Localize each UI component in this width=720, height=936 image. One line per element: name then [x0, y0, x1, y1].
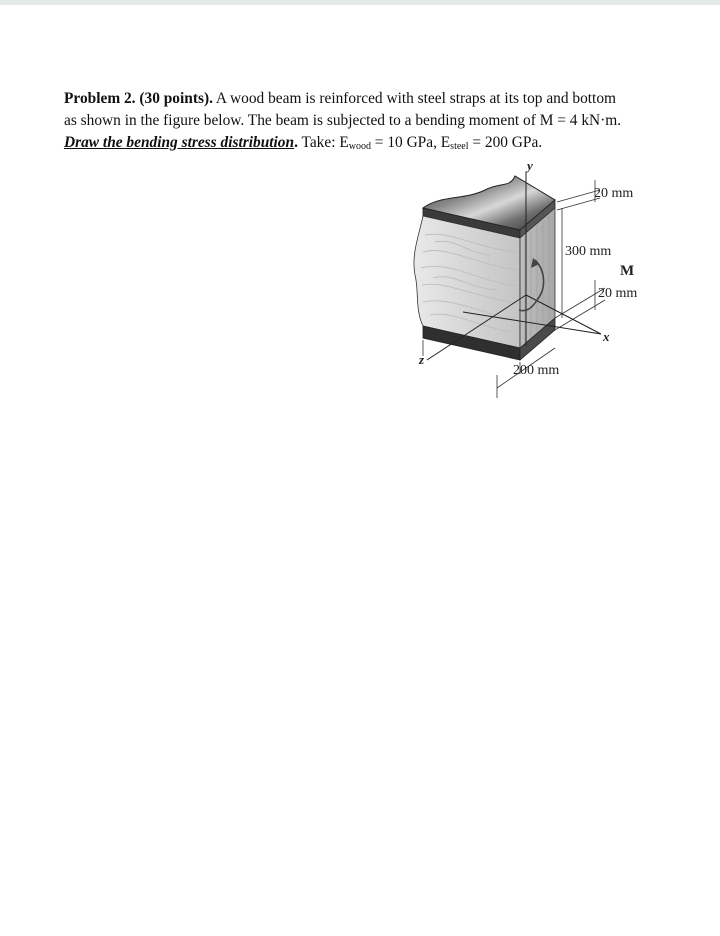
wood-modulus: = 10 GPa, E [370, 134, 451, 151]
problem-line-1-text: A wood beam is reinforced with steel straps at its top and bottom [212, 90, 617, 107]
beam-diagram [405, 160, 665, 400]
take-prefix: Take: E [297, 134, 349, 151]
instruction-period: . [294, 134, 298, 151]
y-axis-label: y [527, 160, 533, 173]
wood-subscript: wood [348, 141, 371, 152]
steel-subscript: steel [450, 141, 469, 152]
height-dimension: 300 mm [565, 244, 612, 259]
problem-line-1 [64, 88, 674, 110]
top-bar [0, 0, 720, 5]
steel-modulus: = 200 GPa. [468, 134, 543, 151]
beam-figure [405, 160, 665, 400]
problem-statement [64, 88, 674, 154]
moment-label: M [620, 263, 635, 279]
problem-line-2: as shown in the figure below. The beam is subjected to a bending moment of M = 4 kN·m. [64, 112, 622, 129]
width-dimension: 200 mm [513, 363, 560, 378]
problem-heading: Problem 2. (30 points). [64, 90, 213, 107]
problem-line-3 [64, 132, 674, 154]
instruction-text: Draw the bending stress distribution [64, 134, 295, 151]
z-axis-label: z [419, 352, 425, 367]
x-axis-label: x [603, 329, 610, 344]
bottom-strap-dimension: 20 mm [598, 286, 638, 301]
top-strap-dimension: 20 mm [594, 186, 634, 201]
